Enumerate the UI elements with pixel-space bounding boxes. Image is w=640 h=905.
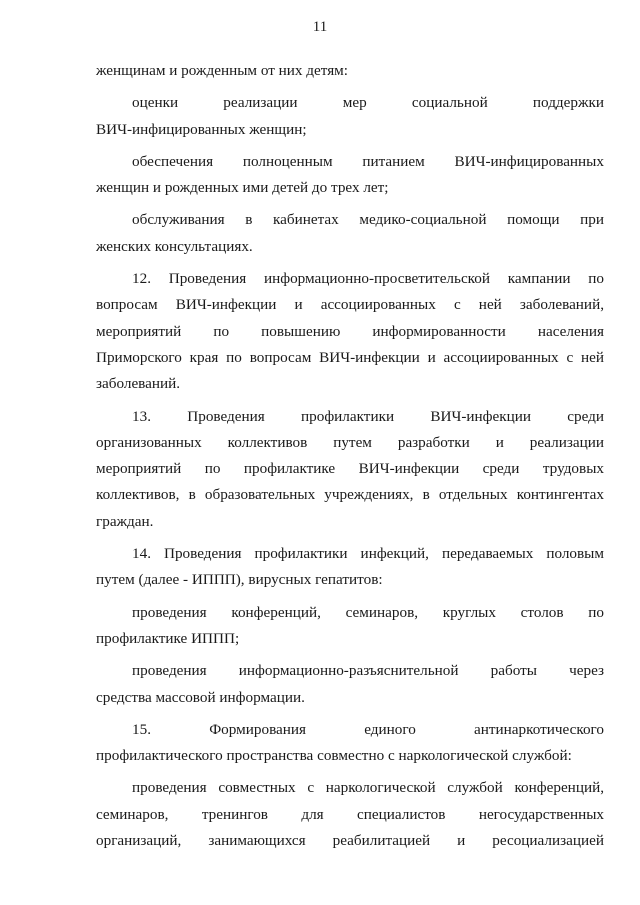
text-line: проведения совместных с наркологической службой конференций,	[132, 779, 604, 797]
text-line: 13. Проведения профилактики ВИЧ-инфекции среди	[132, 407, 604, 425]
page-number: 11	[312, 19, 328, 35]
text-line: проведения информационно-разъяснительной работы через	[132, 662, 604, 680]
text-line: средства массовой информации.	[96, 688, 305, 706]
text-line: организованных коллективов путем разработки и реализации	[96, 433, 604, 451]
text-line: Приморского края по вопросам ВИЧ-инфекции и ассоциированных с ней	[96, 348, 604, 366]
text-line: мероприятий по профилактике ВИЧ-инфекции среди трудовых	[96, 460, 604, 478]
text-line: 15. Формирования единого антинаркотического	[132, 720, 604, 738]
text-line: коллективов, в образовательных учреждениях, в отдельных контингентах	[96, 486, 604, 504]
text-line: путем (далее - ИППП), вирусных гепатитов:	[96, 571, 383, 589]
text-line: 14. Проведения профилактики инфекций, передаваемых половым	[132, 545, 604, 563]
text-line: обеспечения полноценным питанием ВИЧ-инфицированных	[132, 152, 604, 170]
text-line: женских консультациях.	[96, 237, 253, 255]
text-line: ВИЧ-инфицированных женщин;	[96, 120, 307, 138]
text-line: обслуживания в кабинетах медико-социальной помощи при	[132, 211, 604, 229]
body-text	[96, 58, 604, 854]
text-line: женщин и рожденных ими детей до трех лет;	[96, 179, 389, 197]
text-line: граждан.	[96, 512, 154, 530]
text-line: проведения конференций, семинаров, круглых столов по	[132, 603, 604, 621]
text-line: профилактике ИППП;	[96, 629, 240, 647]
text-line: профилактического пространства совместно с наркологической службой:	[96, 747, 572, 765]
text-line: организаций, занимающихся реабилитацией и ресоциализацией	[96, 832, 604, 850]
text-line: семинаров, тренингов для специалистов негосударственных	[96, 805, 604, 823]
text-line: мероприятий по повышению информированности населения	[96, 322, 604, 340]
text-line: вопросам ВИЧ-инфекции и ассоциированных с ней заболеваний,	[96, 296, 604, 314]
text-line: заболеваний.	[96, 375, 181, 393]
text-line: 12. Проведения информационно-просветительской кампании по	[132, 270, 604, 288]
text-line: оценки реализации мер социальной поддержки	[132, 94, 604, 112]
text-line: женщинам и рожденным от них детям:	[96, 62, 349, 79]
